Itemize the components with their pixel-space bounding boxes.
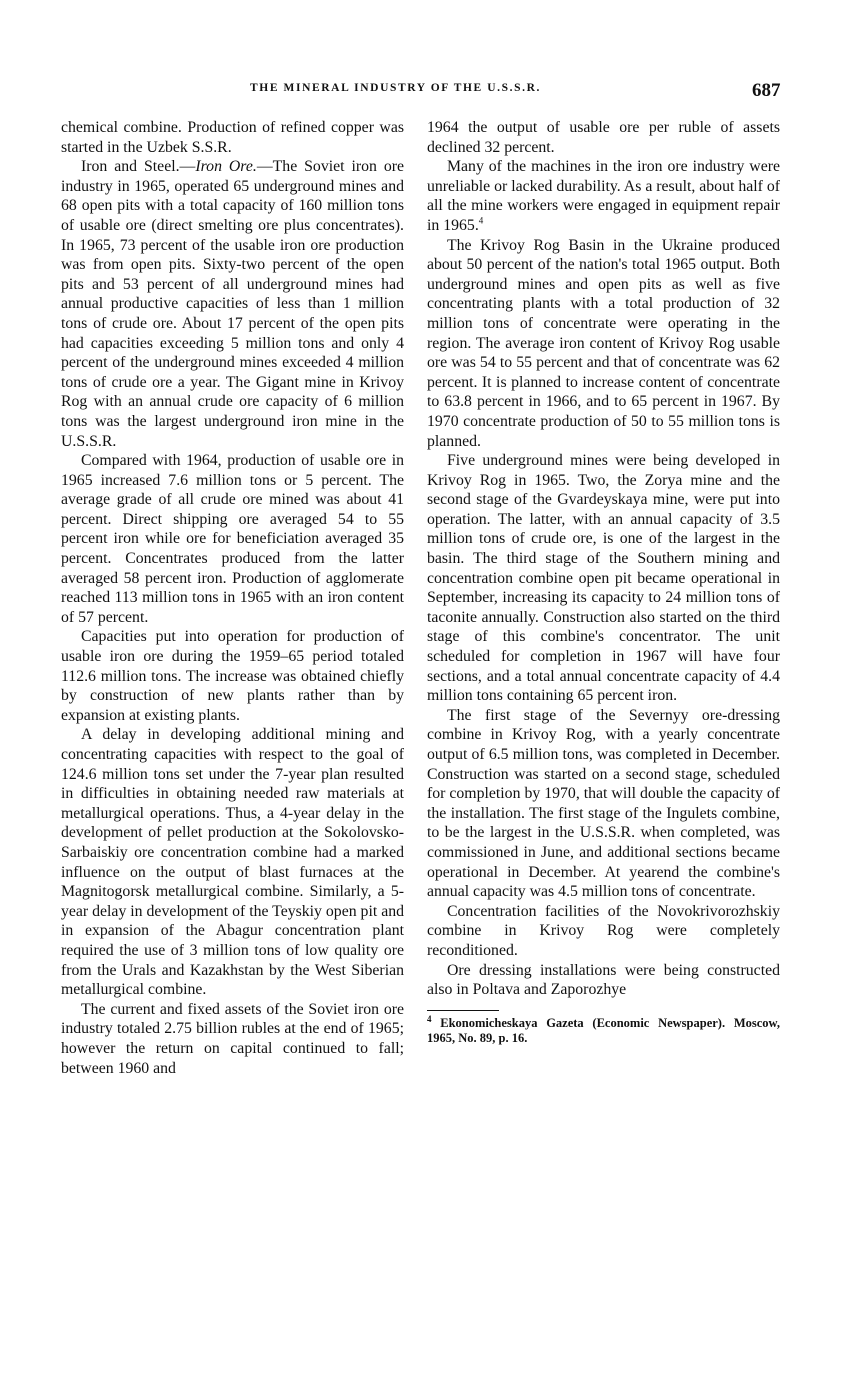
paragraph: chemical combine. Production of refined copper was started in the Uzbek S.S.R. xyxy=(61,119,404,156)
page-number: 687 xyxy=(752,80,781,101)
running-header xyxy=(0,80,863,104)
paragraph: A delay in developing additional mining and concentrating capacities with respect to the goal of 124.6 million tons set under the 7-year plan resulted in difficulties in obtaining needed raw materials at metallurgical operations. Thus, a 4-year delay in the development of pellet production at the Sokolovsko-Sarbaiskiy ore concentration combine had a marked influence on the output of blast furnaces at the Magnitogorsk metallurgical combine. Similarly, a 5-year delay in development of the Teyskiy open pit and in expansion of the Abagur concentration plant required the use of 3 million tons of low quality ore from the Urals and Kazakhstan by the West Siberian metallurgical combine. xyxy=(61,726,404,999)
subsection-heading: Iron Ore. xyxy=(195,158,257,176)
paragraph-text: —The Soviet iron ore industry in 1965, operated 65 underground mines and 68 open pits with a total capacity of 160 million tons of usable ore (direct smelting ore plus concentrates). In 1965, 73 percent of the usable iron ore production was from open pits. Sixty-two percent of the open pits and 53 percent of all underground mines had annual productive capacities of less than 1 million tons of crude ore. About 17 percent of the open pits had capacities exceeding 5 million tons and only 4 percent of the underground mines exceeded 4 million tons of crude ore a year. The Gigant mine in Krivoy Rog with an annual crude ore capacity of 6 million tons was the largest underground iron mine in the U.S.S.R. xyxy=(61,158,405,450)
right-column xyxy=(427,118,780,1047)
paragraph: 1964 the output of usable ore per ruble of assets declined 32 percent. xyxy=(427,119,780,156)
footnote-text: Ekonomicheskaya Gazeta (Economic Newspaper). Moscow, 1965, No. 89, p. 16. xyxy=(427,1015,780,1046)
paragraph: Ore dressing installations were being constructed also in Poltava and Zaporozhye xyxy=(427,961,780,999)
footnote-marker: 4 xyxy=(427,1013,432,1024)
running-title: THE MINERAL INDUSTRY OF THE U.S.S.R. xyxy=(250,82,541,94)
footnote xyxy=(427,1013,780,1047)
paragraph-text: Many of the machines in the iron ore industry were unreliable or lacked durability. As a result, about half of all the mine workers were engaged in equipment repair in 1965. xyxy=(427,158,780,234)
paragraph-iron-ore xyxy=(61,157,404,451)
left-column xyxy=(61,118,404,1078)
paragraph: Compared with 1964, production of usable ore in 1965 increased 7.6 million tons or 5 percent. The average grade of all crude ore mined was about 41 percent. Direct shipping ore averaged 54 to 55 percent iron while ore for beneficiation averaged 35 percent. Concentrates produced from the latter averaged 58 percent iron. Production of agglomerate reached 113 million tons in 1965 with an iron content of 57 percent. xyxy=(61,452,404,626)
paragraph: The current and fixed assets of the Soviet iron ore industry totaled 2.75 billion rubles at the end of 1965; however the return on capital continued to fall; between 1960 and xyxy=(61,1000,404,1077)
footnote-reference: 4 xyxy=(478,215,484,226)
paragraph: The Krivoy Rog Basin in the Ukraine produced about 50 percent of the nation's total 1965 output. Both underground mines and open pits as well as five concentrating plants with a total production of 32 million tons of concentrate were operating in the region. The average iron content of Krivoy Rog usable ore was 54 to 55 percent and that of concentrate was 62 percent. It is planned to increase content of concentrate to 63.8 percent in 1966, and to 65 percent in 1967. By 1970 concentrate production of 50 to 55 million tons is planned. xyxy=(427,236,780,450)
section-heading: Iron and Steel.— xyxy=(81,158,196,176)
paragraph xyxy=(427,157,780,235)
footnote-divider xyxy=(427,1010,499,1011)
paragraph: The first stage of the Severnyy ore-dressing combine in Krivoy Rog, with a yearly concentrate output of 6.5 million tons, was completed in December. Construction was started on a second stage, scheduled for completion by 1970, that will double the capacity of the installation. The first stage of the Ingulets combine, to be the largest in the U.S.S.R. when completed, was commissioned in June, and additional sections became operational in December. At yearend the combine's annual capacity was 4.5 million tons of concentrate. xyxy=(427,706,780,901)
paragraph: Capacities put into operation for production of usable iron ore during the 1959–65 period totaled 112.6 million tons. The increase was obtained chiefly by construction of new plants rather than by expansion at existing plants. xyxy=(61,628,404,724)
paragraph: Concentration facilities of the Novokrivorozhskiy combine in Krivoy Rog were completely reconditioned. xyxy=(427,902,780,959)
paragraph: Five underground mines were being developed in Krivoy Rog in 1965. Two, the Zorya mine and the second stage of the Gvardeyskaya mine, were put into operation. The latter, with an annual capacity of 3.5 million tons of crude ore, is one of the largest in the basin. The third stage of the Southern mining and concentration combine open pit became operational in September, increasing its capacity to 24 million tons of taconite annually. Construction also started on the third stage of this combine's concentrator. The unit scheduled for completion in 1967 will have four sections, and a total annual concentrate capacity of 4.4 million tons containing 65 percent iron. xyxy=(427,452,780,705)
